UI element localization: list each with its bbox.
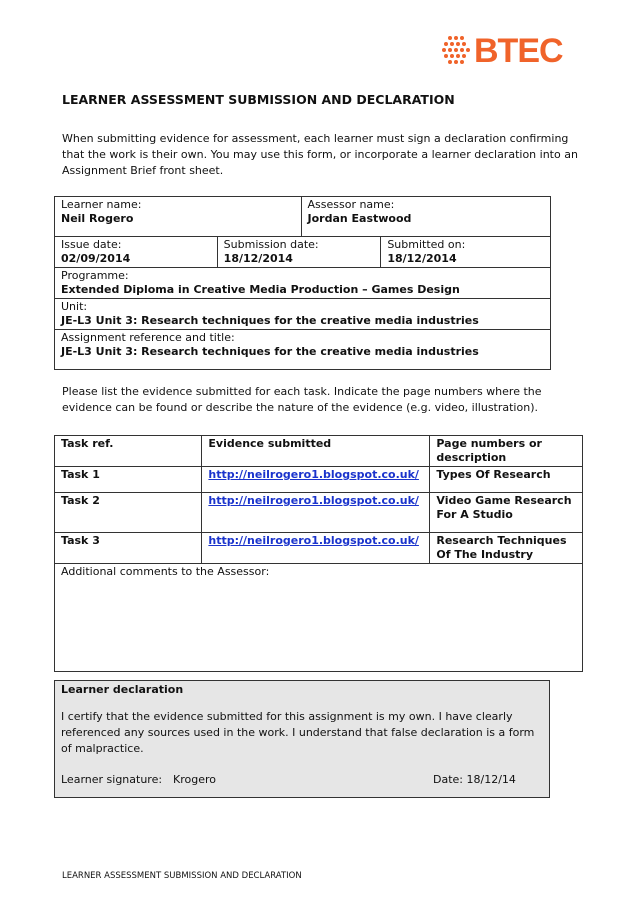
signature-value: Krogero <box>173 773 216 786</box>
assessor-value: Jordan Eastwood <box>307 212 412 225</box>
assessor-label: Assessor name: <box>307 198 395 211</box>
evidence-link[interactable]: http://neilrogero1.blogspot.co.uk/ <box>208 494 419 507</box>
task-ref: Task 1 <box>55 467 202 493</box>
assignment-cell <box>55 330 551 370</box>
submitted-label: Submitted on: <box>387 238 466 251</box>
submission-label: Submission date: <box>223 238 319 251</box>
task-ref: Task 2 <box>55 493 202 533</box>
intro-paragraph: When submitting evidence for assessment, each learner must sign a declaration confirming that the work is their own. You may use this form, or incorporate a learner declaration into an Assignment Brief front sheet. <box>62 132 578 177</box>
assignment-label: Assignment reference and title: <box>61 331 235 344</box>
evidence-link[interactable]: http://neilrogero1.blogspot.co.uk/ <box>208 534 419 547</box>
learner-declaration-box <box>54 680 550 798</box>
header-task-ref: Task ref. <box>55 436 202 467</box>
learner-cell <box>55 197 302 237</box>
evidence-intro: Please list the evidence submitted for each task. Indicate the page numbers where the evidence can be found or describe the nature of the evidence (e.g. video, illustration). <box>62 385 542 414</box>
issue-label: Issue date: <box>61 238 122 251</box>
details-table <box>54 196 551 370</box>
additional-comments[interactable] <box>55 564 583 672</box>
declaration-text: I certify that the evidence submitted for this assignment is my own. I have clearly referenced any sources used in the work. I understand that false declaration is a form of malpractice. <box>61 710 535 755</box>
table-row <box>55 493 583 533</box>
task-description: Research Techniques Of The Industry <box>430 533 583 564</box>
btec-logo <box>440 28 590 76</box>
learner-value: Neil Rogero <box>61 212 134 225</box>
unit-value: JE-L3 Unit 3: Research techniques for the creative media industries <box>61 314 479 327</box>
comments-label: Additional comments to the Assessor: <box>61 565 270 578</box>
assignment-value: JE-L3 Unit 3: Research techniques for the creative media industries <box>61 345 479 358</box>
evidence-link[interactable]: http://neilrogero1.blogspot.co.uk/ <box>208 468 419 481</box>
learner-label: Learner name: <box>61 198 142 211</box>
signature-label: Learner signature: <box>61 773 163 786</box>
programme-cell <box>55 268 551 299</box>
submitted-cell <box>381 237 551 268</box>
issue-value: 02/09/2014 <box>61 252 131 265</box>
declaration-heading: Learner declaration <box>61 683 184 696</box>
header-page-numbers: Page numbers or description <box>430 436 583 467</box>
task-description: Types Of Research <box>430 467 583 493</box>
table-row <box>55 467 583 493</box>
declaration-date: Date: 18/12/14 <box>433 773 516 786</box>
table-row <box>55 533 583 564</box>
unit-cell <box>55 299 551 330</box>
logo-text: BTEC <box>474 32 563 70</box>
submission-value: 18/12/2014 <box>223 252 293 265</box>
dot-pattern-icon <box>440 34 474 68</box>
task-ref: Task 3 <box>55 533 202 564</box>
page-footer: LEARNER ASSESSMENT SUBMISSION AND DECLARATION <box>62 871 302 881</box>
task-description: Video Game Research For A Studio <box>430 493 583 533</box>
issue-cell <box>55 237 218 268</box>
assessor-cell <box>301 197 551 237</box>
evidence-table <box>54 435 583 672</box>
unit-label: Unit: <box>61 300 88 313</box>
programme-value: Extended Diploma in Creative Media Production – Games Design <box>61 283 460 296</box>
submission-cell <box>217 237 381 268</box>
page-title: LEARNER ASSESSMENT SUBMISSION AND DECLARATION <box>62 92 455 107</box>
header-evidence: Evidence submitted <box>202 436 430 467</box>
programme-label: Programme: <box>61 269 129 282</box>
submitted-value: 18/12/2014 <box>387 252 457 265</box>
